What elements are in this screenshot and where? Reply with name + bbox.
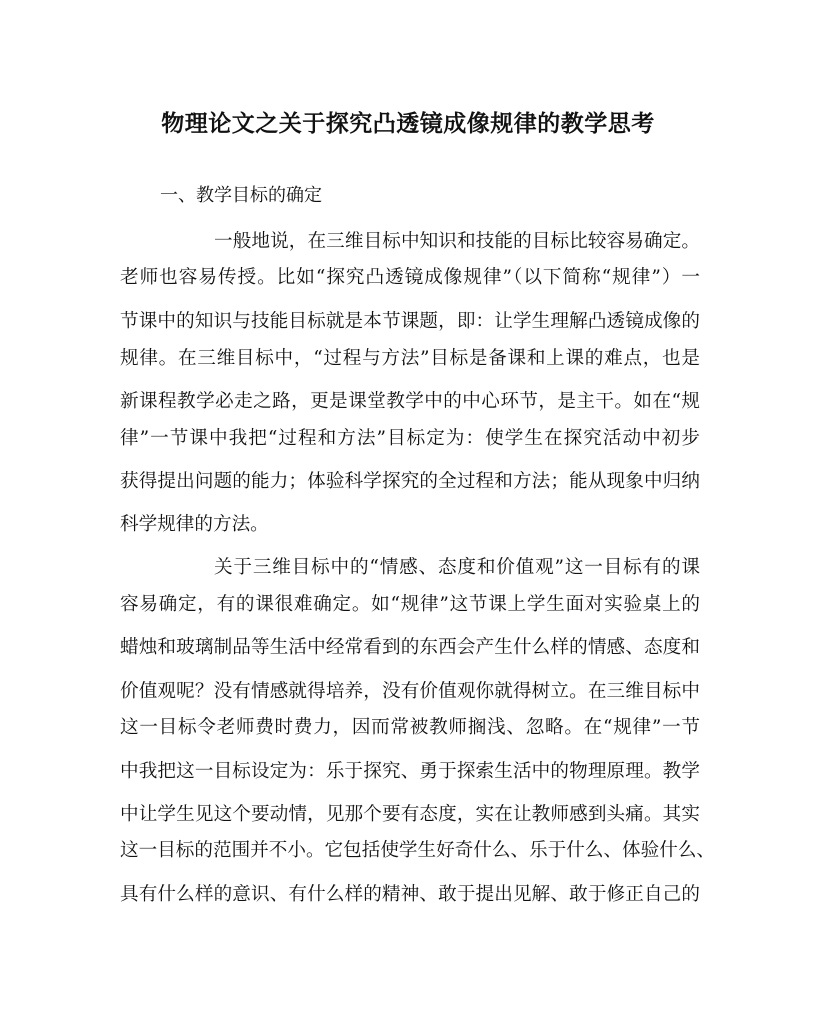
paragraph-line: 节课中的知识与技能目标就是本节课题，即：让学生理解凸透镜成像的 xyxy=(120,311,700,332)
paragraph-line: 律”一节课中我把“过程和方法”目标定为：使学生在探究活动中初步 xyxy=(120,428,700,449)
paragraph-line: 蜡烛和玻璃制品等生活中经常看到的东西会产生什么样的情感、态度和 xyxy=(120,637,700,658)
paragraph-line: 具有什么样的意识、有什么样的精神、敢于提出见解、敢于修正自己的 xyxy=(120,884,700,905)
paragraph-line: 一般地说，在三维目标中知识和技能的目标比较容易确定。 xyxy=(214,231,700,252)
paragraph-line: 科学规律的方法。 xyxy=(120,514,269,535)
paragraph-line: 规律。在三维目标中，“过程与方法”目标是备课和上课的难点，也是 xyxy=(120,348,700,369)
paragraph-line: 中让学生见这个要动情，见那个要有态度，实在让教师感到头痛。其实 xyxy=(120,804,700,825)
paragraph-line: 关于三维目标中的“情感、态度和价值观”这一目标有的课 xyxy=(214,557,700,578)
paragraph-line: 这一目标的范围并不小。它包括使学生好奇什么、乐于什么、体验什么、 xyxy=(120,840,716,861)
paragraph-line: 新课程教学必走之路，更是课堂教学中的中心环节，是主干。如在“规 xyxy=(120,391,700,412)
document-title: 物理论文之关于探究凸透镜成像规律的教学思考 xyxy=(161,110,655,137)
paragraph-line: 中我把这一目标设定为：乐于探究、勇于探索生活中的物理原理。教学 xyxy=(120,761,700,782)
paragraph-line: 容易确定，有的课很难确定。如“规律”这节课上学生面对实验桌上的 xyxy=(120,594,700,615)
paragraph-line: 获得提出问题的能力；体验科学探究的全过程和方法；能从现象中归纳 xyxy=(120,471,700,492)
paragraph-line: 老师也容易传授。比如“探究凸透镜成像规律”（以下简称“规律”）一 xyxy=(120,267,700,288)
paragraph-line: 这一目标令老师费时费力，因而常被教师搁浅、忽略。在“规律”一节 xyxy=(120,717,700,738)
paragraph-line: 价值观呢？没有情感就得培养，没有价值观你就得树立。在三维目标中 xyxy=(120,681,700,702)
section-heading: 一、教学目标的确定 xyxy=(160,185,322,206)
